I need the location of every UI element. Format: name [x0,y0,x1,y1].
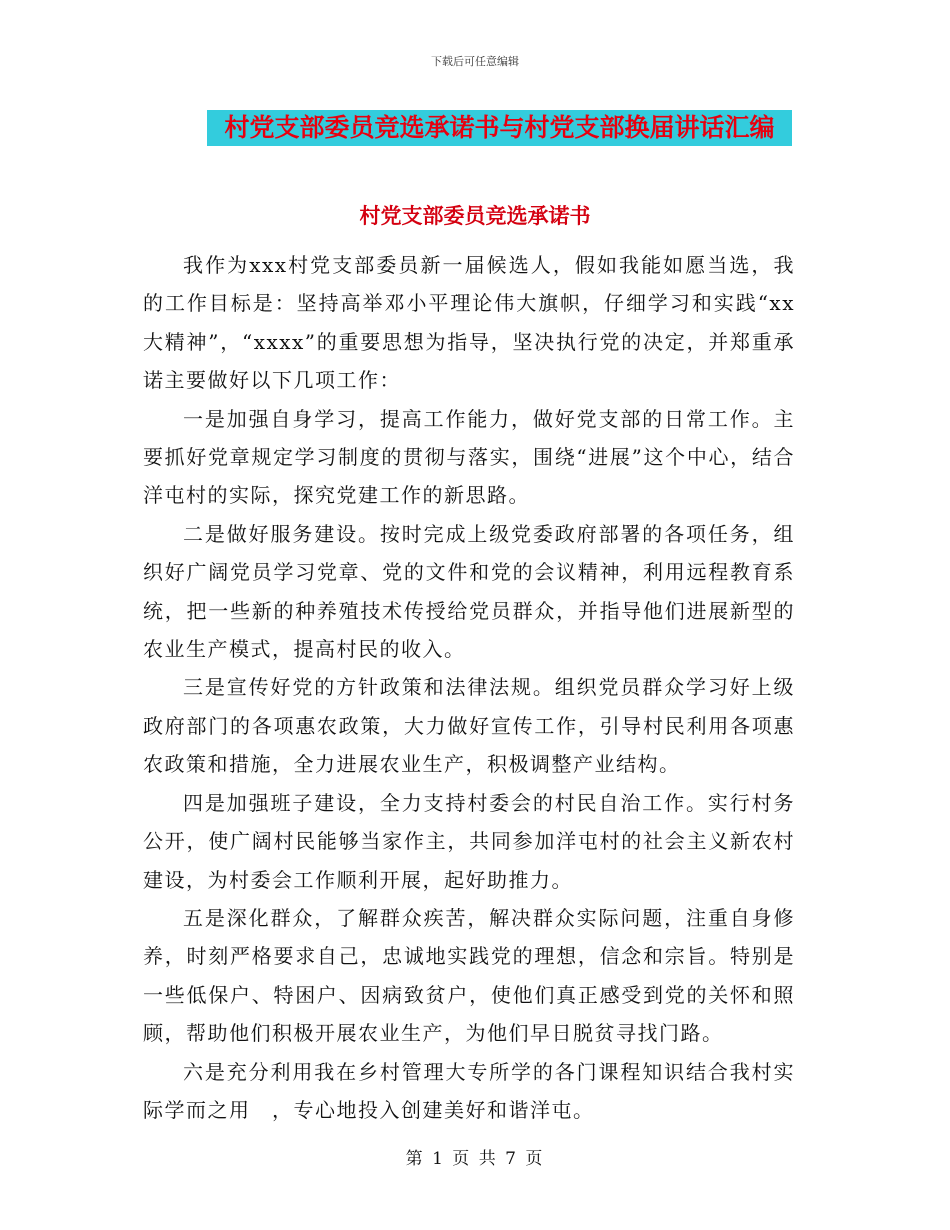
page-number-footer: 第 1 页 共 7 页 [405,1149,545,1169]
section-title: 村党支部委员竞选承诺书 [359,203,591,228]
paragraph-item-6: 六是充分利用我在乡村管理大专所学的各门课程知识结合我村实际学而之用 ，专心地投入创建美好和谐洋屯。 [143,1059,795,1122]
paragraph-item-4: 四是加强班子建设，全力支持村委会的村民自治工作。实行村务公开，使广阔村民能够当家作主，共同参加洋屯村的社会主义新农村建设，为村委会工作顺利开展，起好助推力。 [143,790,795,892]
paragraph-item-3: 三是宣传好党的方针政策和法律法规。组织党员群众学习好上级政府部门的各项惠农政策，大力做好宣传工作，引导村民利用各项惠农政策和措施，全力进展农业生产，积极调整产业结构。 [143,675,795,777]
header-note: 下载后可任意编辑 [431,55,519,68]
paragraph-intro: 我作为xxx村党支部委员新一届候选人，假如我能如愿当选，我的工作目标是：坚持高举邓小平理论伟大旗帜，仔细学习和实践“xx大精神”，“xxxx”的重要思想为指导，坚决执行党的决定，并郑重承诺主要做好以下几项工作： [143,253,795,393]
document-body [143,246,795,1129]
paragraph-item-1: 一是加强自身学习，提高工作能力，做好党支部的日常工作。主要抓好党章规定学习制度的贯彻与落实，围绕“进展”这个中心，结合洋屯村的实际，探究党建工作的新思路。 [143,406,795,508]
main-title: 村党支部委员竞选承诺书与村党支部换届讲话汇编 [207,110,792,146]
paragraph-item-2: 二是做好服务建设。按时完成上级党委政府部署的各项任务，组织好广阔党员学习党章、党的文件和党的会议精神，利用远程教育系统，把一些新的种养殖技术传授给党员群众，并指导他们进展新型的农业生产模式，提高村民的收入。 [143,521,795,662]
paragraph-item-5: 五是深化群众，了解群众疾苦，解决群众实际问题，注重自身修养，时刻严格要求自己，忠诚地实践党的理想，信念和宗旨。特别是一些低保户、特困户、因病致贫户，使他们真正感受到党的关怀和照顾，帮助他们积极开展农业生产，为他们早日脱贫寻找门路。 [143,905,795,1046]
main-title-container [207,110,792,146]
